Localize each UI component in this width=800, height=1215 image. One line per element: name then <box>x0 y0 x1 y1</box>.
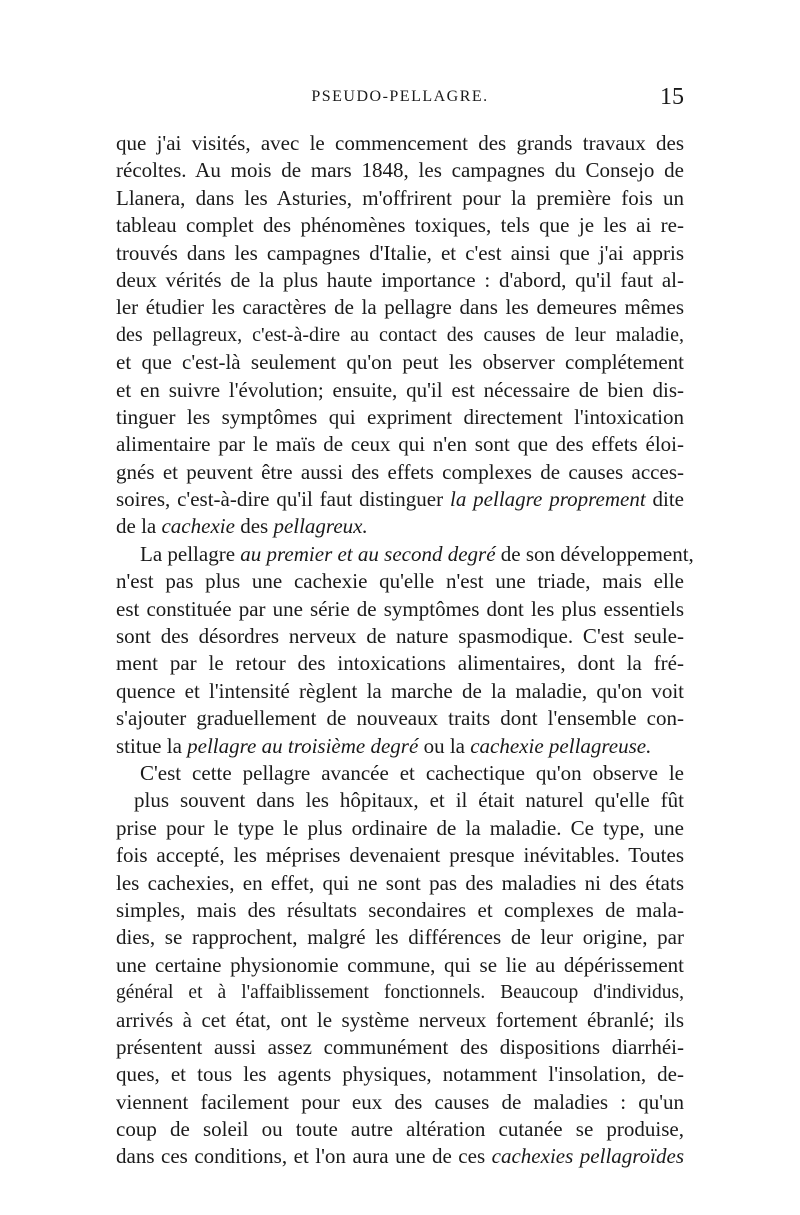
text-line: soires, c'est-à-dire qu'il faut distinguer la pellagre proprement dite <box>116 487 684 512</box>
text-line: C'est cette pellagre avancée et cachectique qu'on observe le <box>140 760 684 785</box>
text-line: arrivés à cet état, ont le système nerveux fortement ébranlé; ils <box>116 1007 684 1032</box>
text-line: de la cachexie des pellagreux. <box>116 514 368 539</box>
text-line: et que c'est-là seulement qu'on peut les observer complétement <box>116 350 684 375</box>
text-line: présentent aussi assez communément des dispositions diarrhéi- <box>116 1034 684 1059</box>
text-line: quence et l'intensité règlent la marche de la maladie, qu'on voit <box>116 678 684 703</box>
page-header <box>116 84 684 118</box>
text-line: tableau complet des phénomènes toxiques, tels que je les ai re- <box>116 213 684 238</box>
text-line: stitue la pellagre au troisième degré ou la cachexie pellagreuse. <box>116 733 652 758</box>
text-line: simples, mais des résultats secondaires et complexes de mala- <box>116 897 684 922</box>
text-line: fois accepté, les méprises devenaient presque inévitables. Toutes <box>116 843 684 868</box>
text-line: La pellagre au premier et au second degré de son développement, <box>140 541 694 566</box>
text-line: que j'ai visités, avec le commencement des grands travaux des <box>116 131 684 155</box>
text-line: ment par le retour des intoxications alimentaires, dont la fré- <box>116 651 684 676</box>
paragraph <box>116 541 694 760</box>
text-line: et en suivre l'évolution; ensuite, qu'il est nécessaire de bien dis- <box>116 377 684 402</box>
text-line: sont des désordres nerveux de nature spasmodique. C'est seule- <box>116 624 684 649</box>
text-line: plus souvent dans les hôpitaux, et il était naturel qu'elle fût <box>134 788 684 813</box>
text-line: ques, et tous les agents physiques, notamment l'insolation, de- <box>116 1062 684 1087</box>
text-line: trouvés dans les campagnes d'Italie, et c'est ainsi que j'ai appris <box>116 240 684 265</box>
text-line: prise pour le type le plus ordinaire de la maladie. Ce type, une <box>116 815 684 840</box>
page-body <box>116 130 694 1171</box>
text-line: les cachexies, en effet, qui ne sont pas des maladies ni des états <box>116 870 684 895</box>
text-line: Llanera, dans les Asturies, m'offrirent pour la première fois un <box>116 185 684 210</box>
text-line: général et à l'affaiblissement fonctionnels. Beaucoup d'individus, <box>116 982 684 1004</box>
text-line: est constituée par une série de symptômes dont les plus essentiels <box>116 596 684 621</box>
paragraph <box>116 130 684 541</box>
text-line: coup de soleil ou toute autre altération cutanée se produise, <box>116 1117 684 1142</box>
text-line: dans ces conditions, et l'on aura une de ces cachexies pellagroïdes <box>116 1144 685 1169</box>
text-line: dies, se rapprochent, malgré les différences de leur origine, par <box>116 925 684 950</box>
text-line: deux vérités de la plus haute importance : d'abord, qu'il faut al- <box>116 267 684 292</box>
page-number: 15 <box>660 84 684 110</box>
text-line: ler étudier les caractères de la pellagre dans les demeures mêmes <box>116 295 684 320</box>
text-line: tinguer les symptômes qui expriment directement l'intoxication <box>116 404 684 429</box>
text-line: alimentaire par le maïs de ceux qui n'en sont que des effets éloi- <box>116 432 684 457</box>
text-line: s'ajouter graduellement de nouveaux traits dont l'ensemble con- <box>116 706 684 731</box>
text-line: gnés et peuvent être aussi des effets complexes de causes acces- <box>116 459 684 484</box>
text-line: n'est pas plus une cachexie qu'elle n'est une triade, mais elle <box>116 569 684 594</box>
text-line: une certaine physionomie commune, qui se lie au dépérissement <box>116 952 684 977</box>
running-title: PSEUDO-PELLAGRE. <box>311 88 489 105</box>
text-line: récoltes. Au mois de mars 1848, les campagnes du Consejo de <box>116 158 684 183</box>
text-line: des pellagreux, c'est-à-dire au contact des causes de leur maladie, <box>116 323 684 346</box>
text-line: viennent facilement pour eux des causes de maladies : qu'un <box>116 1089 684 1114</box>
paragraph <box>116 760 684 1171</box>
